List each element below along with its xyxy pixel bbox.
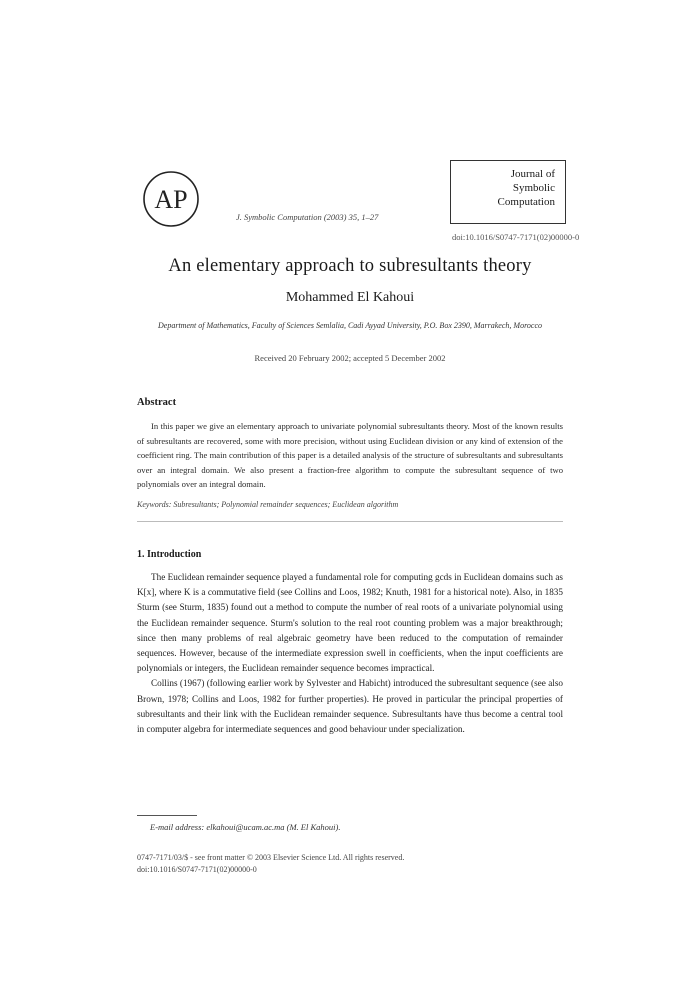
received-dates: Received 20 February 2002; accepted 5 December 2002 <box>254 353 446 363</box>
copyright-doi: doi:10.1016/S0747-7171(02)00000-0 <box>137 865 257 874</box>
copyright-notice <box>137 852 404 876</box>
introduction-body <box>137 570 563 737</box>
copyright-line: 0747-7171/03/$ - see front matter © 2003 Elsevier Science Ltd. All rights reserved. <box>137 853 405 862</box>
publisher-logo <box>140 168 202 230</box>
body-paragraph: Collins (1967) (following earlier work by Sylvester and Habicht) introduced the subresultant sequence (see also Brown, 1978; Collins and Loos, 1982 for further properties). He proved in particular the principal properties of subresultants and their link with the Euclidean remainder sequence. Subresultants have thus become a central tool in computer algebra for intermediate sequences and good behaviour under specialization. <box>137 678 563 735</box>
logo-text: AP <box>154 185 188 214</box>
paper-author: Mohammed El Kahoui <box>285 290 415 305</box>
journal-citation: J. Symbolic Computation (2003) 35, 1–27 <box>236 212 379 222</box>
abstract-text: In this paper we give an elementary approach to univariate polynomial subresultants theory. Most of the known results of subresultants are recovered, some with more precision, without using Euclidean division or any kind of extension of the coefficient ring. The main contribution of this paper is a detailed analysis of the structure of subresultants and subresultants over an integral domain. We also present a fraction-free algorithm to compute the subresultant sequence of two polynomials over an integral domain. <box>137 421 563 489</box>
journal-line: Symbolic <box>512 182 555 194</box>
author-email-footnote: E-mail address: elkahoui@ucam.ac.ma (M. El Kahoui). <box>150 822 341 832</box>
paper-title: An elementary approach to subresultants theory <box>168 256 532 276</box>
abstract-heading: Abstract <box>137 397 177 408</box>
author-affiliation: Department of Mathematics, Faculty of Sciences Semlalia, Cadi Ayyad University, P.O. Box 2390, Marrakech, Morocco <box>158 321 542 330</box>
journal-line: Journal of <box>510 168 555 180</box>
publisher-logo-icon <box>140 168 202 230</box>
journal-line: Computation <box>497 196 555 208</box>
section-heading: 1. Introduction <box>137 549 202 560</box>
keywords: Keywords: Subresultants; Polynomial remainder sequences; Euclidean algorithm <box>137 500 399 509</box>
body-paragraph: The Euclidean remainder sequence played a fundamental role for computing gcds in Euclidean domains such as K[x], where K is a commutative field (see Collins and Loos, 1982; Knuth, 1981 for a historical note). Also, in 1835 Sturm (see Sturm, 1835) found out a method to compute the number of real roots of a univariate polynomial using the Euclidean remainder sequence. Sturm's solution to the real root counting problem was a major breakthrough; since then many problems of real algebraic geometry have been reduced to the computation of remainder sequences. However, because of the intermediate expression swell in coefficients, when the input coefficients are polynomials or integers, the Euclidean remainder sequence becomes impractical. <box>137 572 563 674</box>
divider <box>137 521 563 522</box>
journal-name-box <box>450 160 566 224</box>
doi-reference: doi:10.1016/S0747-7171(02)00000-0 <box>452 232 580 242</box>
footnote-rule <box>137 815 197 816</box>
